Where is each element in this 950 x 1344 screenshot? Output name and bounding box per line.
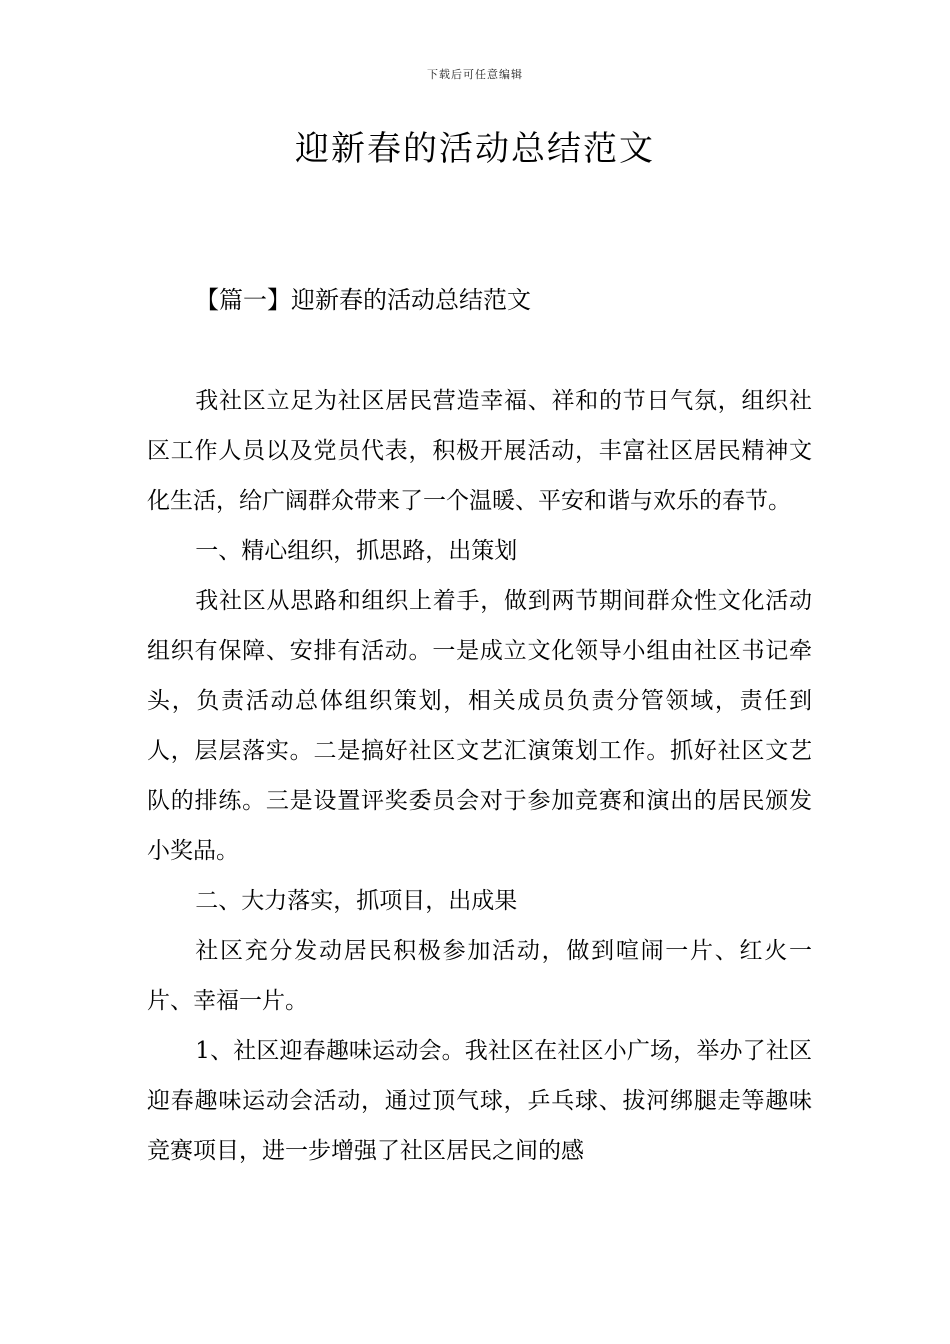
paragraph-subheading: 二、大力落实，抓项目，出成果 [195, 888, 518, 914]
document-body [147, 376, 812, 1176]
paragraph: 我社区立足为社区居民营造幸福、祥和的节日气氛，组织社区工作人员以及党员代表，积极开展活动，丰富社区居民精神文化生活，给广阔群众带来了一个温暖、平安和谐与欢乐的春节。 [147, 388, 812, 514]
paragraph: 社区充分发动居民积极参加活动，做到喧闹一片、红火一片、幸福一片。 [147, 938, 812, 1014]
paragraph: 我社区从思路和组织上着手，做到两节期间群众性文化活动组织有保障、安排有活动。一是成立文化领导小组由社区书记牵头，负责活动总体组织策划，相关成员负责分管领域，责任到人，层层落实。二是搞好社区文艺汇演策划工作。抓好社区文艺队的排练。三是设置评奖委员会对于参加竞赛和演出的居民颁发小奖品。 [147, 588, 812, 864]
header-note: 下载后可任意编辑 [427, 68, 523, 81]
paragraph-subheading: 一、精心组织，抓思路，出策划 [195, 538, 518, 564]
document-title: 迎新春的活动总结范文 [295, 129, 655, 169]
paragraph: 1、社区迎春趣味运动会。我社区在社区小广场，举办了社区迎春趣味运动会活动，通过顶气球，乒乓球、拔河绑腿走等趣味竞赛项目，进一步增强了社区居民之间的感 [147, 1038, 812, 1164]
section-heading: 【篇一】迎新春的活动总结范文 [195, 286, 531, 314]
